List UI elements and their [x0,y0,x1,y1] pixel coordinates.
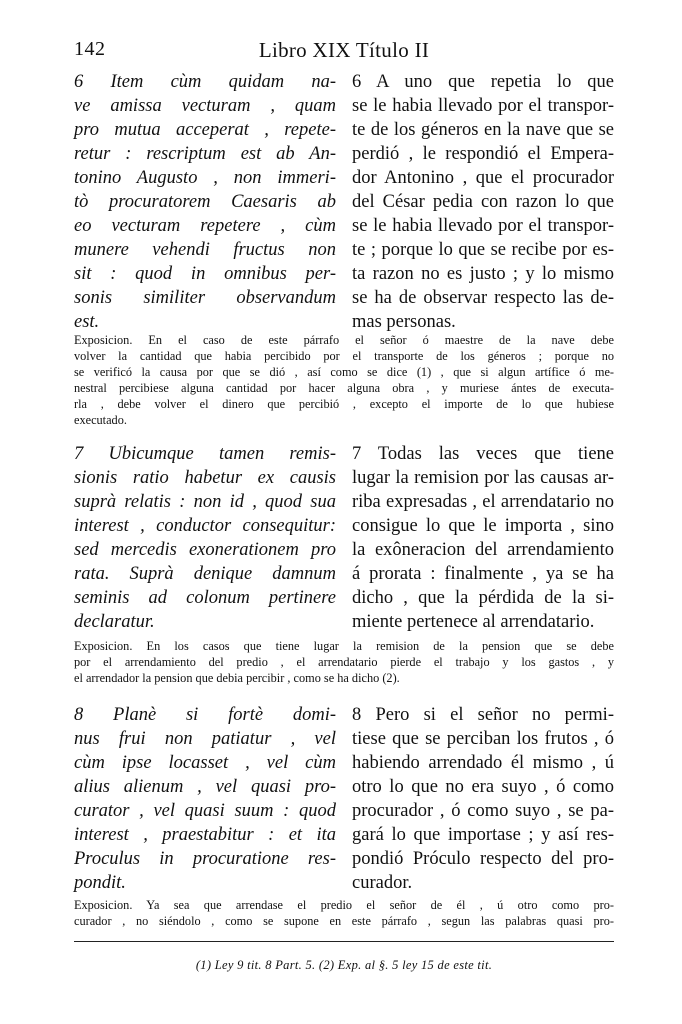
text-line: perdió , le respondió el Empera- [352,144,614,164]
running-title: Libro XIX Título II [258,38,430,62]
text-line: pondió Próculo respecto del pro- [352,849,614,869]
text-line: rla , debe volver el dinero que percibió , excepto el importe de lo que hubiese [74,397,614,411]
spanish-text-6 [352,70,614,334]
footnote: (1) Ley 9 tit. 8 Part. 5. (2) Exp. al §. 5 ley 15 de este tit. [195,958,493,972]
text-line: est. [74,312,100,332]
text-line: 6 A uno que repetia lo que [352,72,614,92]
text-line: sionis ratio habetur ex causis [74,468,336,488]
text-line: 8 Planè si fortè domi- [74,705,336,725]
text-line: Exposicion. Ya sea que arrendase el predio el señor de él , ú otro como pro- [74,898,614,912]
text-line: ve amissa vecturam , quam [74,96,336,116]
text-line: se le habia llevado por el transpor- [352,216,614,236]
spanish-text-8 [352,703,614,895]
exposicion-7 [74,638,614,686]
text-line: del César pedia con razon lo que [352,192,614,212]
text-line: sonis similiter observandum [74,288,336,308]
text-line: nus frui non patiatur , vel [74,729,336,749]
text-line: miente pertenece al arrendatario. [352,612,595,632]
text-line: executado. [74,413,127,427]
text-line: 8 Pero si el señor no permi- [352,705,614,725]
text-line: pro mutua acceperat , repete- [74,120,336,140]
text-line: se ha de observar respecto las de- [352,288,614,308]
text-line: sit : quod in omnibus per- [74,264,336,284]
text-line: declaratur. [74,612,155,632]
text-line: interest , praestabitur : et ita [74,825,336,845]
text-line: pondit. [74,873,126,893]
text-line: curator , vel quasi suum : quod [74,801,336,821]
text-line: ta razon no es justo ; y lo mismo [352,264,614,284]
text-line: otro lo que no era suyo , ó como [352,777,614,797]
text-line: tonino Augusto , non immeri- [74,168,336,188]
text-line: interest , conductor consequitur: [74,516,336,536]
exposicion-6 [74,332,614,428]
text-line: munere vehendi fructus non [74,240,336,260]
text-line: 6 Item cùm quidam na- [74,72,336,92]
text-line: la exôneracion del arrendamiento [352,540,614,560]
text-line: gará lo que importase ; y así res- [352,825,614,845]
page-header [74,38,614,66]
text-line: dicho , que la pérdida de la si- [352,588,614,608]
text-line: tiese que se perciban los frutos , ó [352,729,614,749]
text-line: riba expresadas , el arrendatario no [352,492,614,512]
text-line: curador. [352,873,413,893]
text-line: 7 Todas las veces que tiene [352,444,614,464]
text-line: cùm ipse locasset , vel cùm [74,753,336,773]
text-line: rata. Suprà denique damnum [74,564,336,584]
text-line: sed mercedis exonerationem pro [74,540,336,560]
text-line: seminis ad colonum pertinere [74,588,336,608]
text-line: lugar la remision por las causas ar- [352,468,614,488]
text-line: mas personas. [352,312,456,332]
text-line: Proculus in procuratione res- [74,849,336,869]
footnote-rule [74,941,614,942]
spanish-text-7 [352,442,614,634]
text-line: procurador , ó como suyo , se pa- [352,801,614,821]
text-line: alius alienum , vel quasi pro- [74,777,336,797]
text-line: 7 Ubicumque tamen remis- [74,444,336,464]
text-line: Exposicion. En los casos que tiene lugar la remision de la pension que se debe [74,639,614,653]
text-line: consigue lo que le importa , sino [352,516,614,536]
text-line: eo vecturam repetere , cùm [74,216,336,236]
text-line: retur : rescriptum est ab An- [74,144,336,164]
text-line: te de los géneros en la nave que se [352,120,614,140]
text-line: á prorata : finalmente , ya se ha [352,564,614,584]
exposicion-8 [74,897,614,929]
text-line: volver la cantidad que habia percibido por el transporte de los géneros ; porque no [74,349,614,363]
text-line: dor Antonino , que el procurador [352,168,614,188]
text-line: tò procuratorem Caesaris ab [74,192,336,212]
text-line: se le habia llevado por el transpor- [352,96,614,116]
latin-text-7 [74,442,336,634]
text-line: nestral percibiese alguna cantidad por hacer alguna obra , y muriese ántes de executa- [74,381,614,395]
text-line: se verificó la causa por que se dió , así como se dice (1) , que si algun artífice ó me- [74,365,614,379]
page-number: 142 [74,38,106,60]
text-line: suprà relatis : non id , quod sua [74,492,336,512]
text-line: curador , no siéndolo , como se supone en este párrafo , segun las palabras quasi pro- [74,914,614,928]
text-line: te ; porque lo que se recibe por es- [352,240,614,260]
latin-text-8 [74,703,336,895]
text-line: por el arrendamiento del predio , el arrendatario pierde el trabajo y los gastos , y [74,655,614,669]
text-line: el arrendador la pension que debia percibir , como se ha dicho (2). [74,671,400,685]
latin-text-6 [74,70,336,334]
text-line: Exposicion. En el caso de este párrafo el señor ó maestre de la nave debe [74,333,614,347]
text-line: habiendo arrendado él mismo , ú [352,753,614,773]
